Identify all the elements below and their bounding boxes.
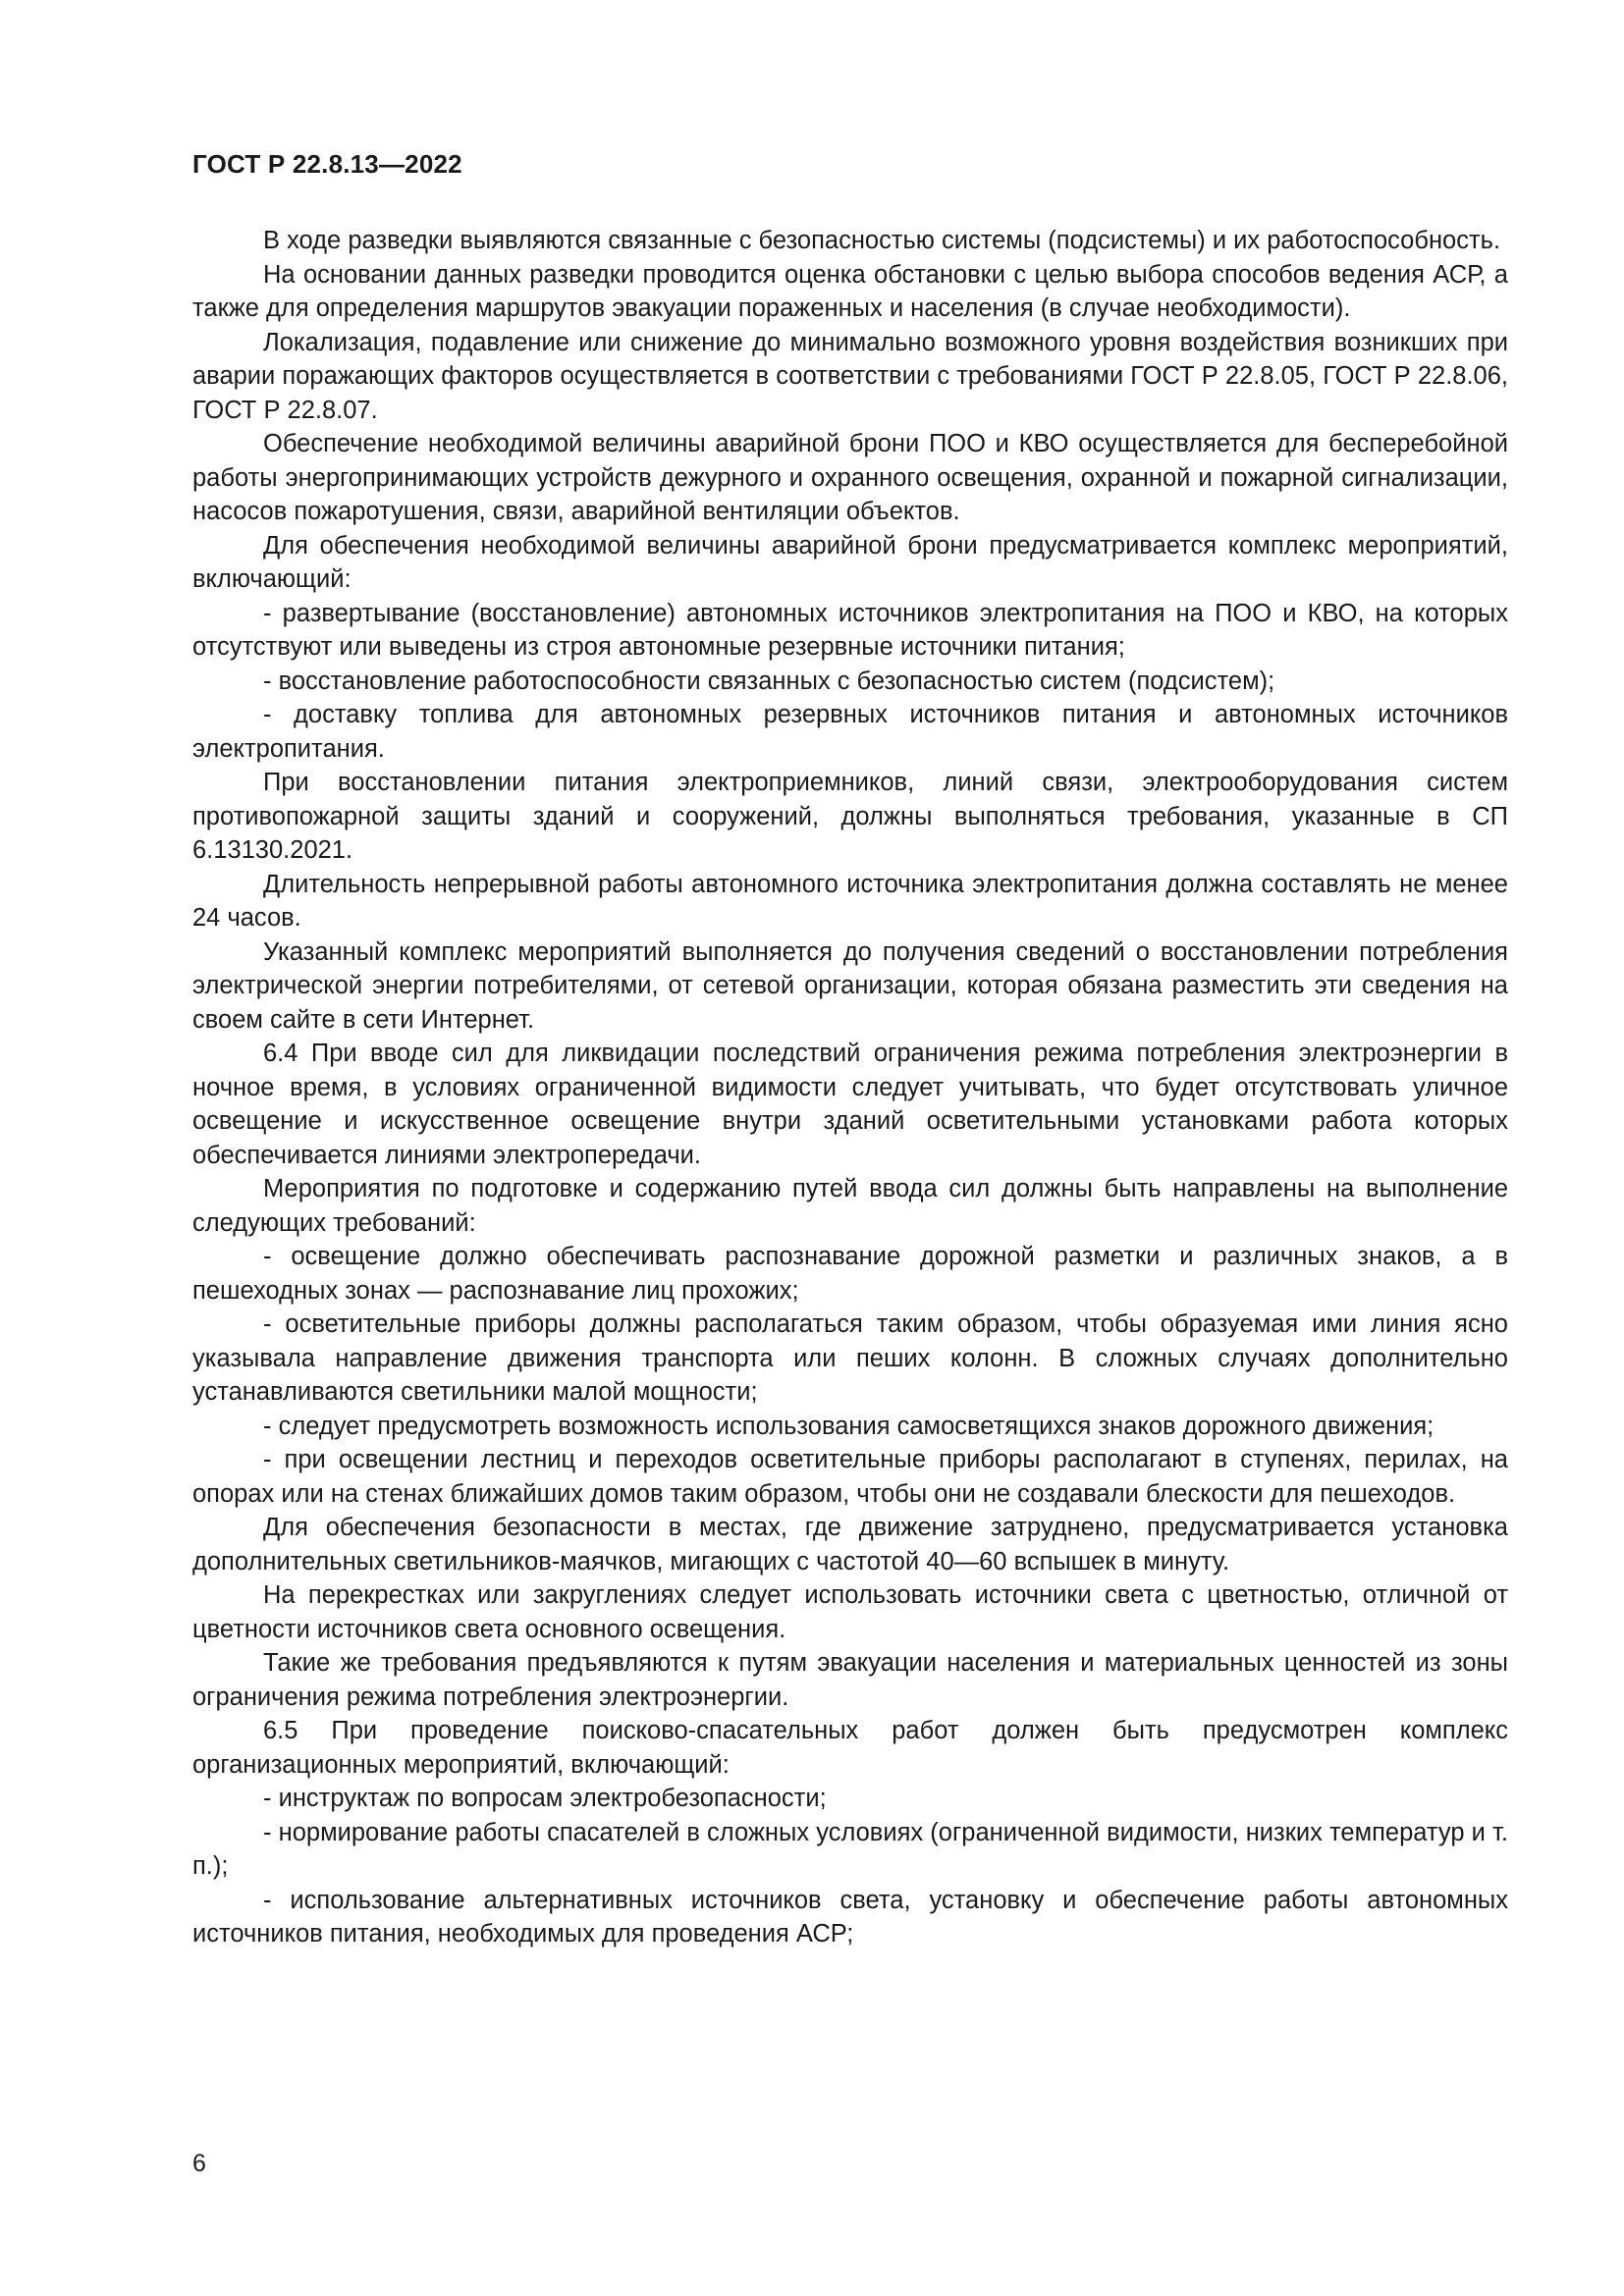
list-item-stairs-lighting: - при освещении лестниц и переходов осветительные приборы располагают в ступенях, перилах, на опорах или на стенах ближайших домов таким образом, чтобы они не создавали блескости для пешеходов. bbox=[192, 1446, 1508, 1508]
list-item-work-rationing: - нормирование работы спасателей в сложных условиях (ограниченной видимости, низких температур и т. п.); bbox=[192, 1818, 1508, 1880]
paragraph-power-restoration-requirements: При восстановлении питания электроприемников, линий связи, электрооборудования систем противопожарной защиты зданий и сооружений, должны выполняться требования, указанные в СП 6.13130.2021. bbox=[192, 769, 1508, 864]
paragraph-6-5-search-rescue: 6.5 При проведение поисково-спасательных работ должен быть предусмотрен комплекс организационных мероприятий, включающий: bbox=[192, 1717, 1508, 1779]
paragraph-reconnaissance-systems: В ходе разведки выявляются связанные с безопасностью системы (подсистемы) и их работоспособность. bbox=[263, 227, 1501, 254]
paragraph-measures-completion: Указанный комплекс мероприятий выполняется до получения сведений о восстановлении потребления электрической энергии потребителями, от сетевой организации, которая обязана разместить эти сведения на своем сайте в сети Интернет. bbox=[192, 937, 1508, 1034]
list-item-lighting-placement: - осветительные приборы должны располагаться таким образом, чтобы образуемая ими линия ясно указывала направление движения транспорта или пеших колонн. В сложных случаях дополнительно устанавливаются светильники малой мощности; bbox=[192, 1310, 1508, 1406]
paragraph-localization-factors: Локализация, подавление или снижение до минимально возможного уровня воздействия возникших при аварии поражающих факторов осуществляется в соответствии с требованиями ГОСТ Р 22.8.05, ГОСТ Р 22.8.06, ГОСТ Р 22.8.07. bbox=[192, 328, 1508, 424]
document-code-header: ГОСТ Р 22.8.13—2022 bbox=[192, 149, 462, 179]
list-item-self-luminous-signs: - следует предусмотреть возможность использования самосветящихся знаков дорожного движения; bbox=[263, 1412, 1435, 1440]
paragraph-autonomous-duration: Длительность непрерывной работы автономного источника электропитания должна составлять не менее 24 часов. bbox=[192, 870, 1508, 932]
paragraph-situation-assessment: На основании данных разведки проводится оценка обстановки с целью выбора способов ведения АСР, а также для определения маршрутов эвакуации пораженных и населения (в случае необходимости). bbox=[192, 260, 1508, 322]
paragraph-route-requirements: Мероприятия по подготовке и содержанию путей ввода сил должны быть направлены на выполнение следующих требований: bbox=[192, 1175, 1508, 1237]
list-item-deploy-power-sources: - развертывание (восстановление) автономных источников электропитания на ПОО и КВО, на которых отсутствуют или выведены из строя автономные резервные источники питания; bbox=[192, 599, 1508, 661]
paragraph-6-4-night-operations: 6.4 При вводе сил для ликвидации последствий ограничения режима потребления электроэнергии в ночное время, в условиях ограниченной видимости следует учитывать, что будет отсутствовать уличное освещение и искусственное освещение внутри зданий осветительными установками работа которых обеспечивается линиями электропередачи. bbox=[192, 1040, 1508, 1169]
paragraph-reserve-measures: Для обеспечения необходимой величины аварийной брони предусматривается комплекс мероприятий, включающий: bbox=[192, 531, 1508, 593]
paragraph-evacuation-routes: Такие же требования предъявляются к путям эвакуации населения и материальных ценностей из зоны ограничения режима потребления электроэнергии. bbox=[192, 1649, 1508, 1711]
paragraph-intersection-lighting: На перекрестках или закруглениях следует использовать источники света с цветностью, отличной от цветности источников света основного освещения. bbox=[192, 1581, 1508, 1643]
list-item-restore-systems: - восстановление работоспособности связанных с безопасностью систем (подсистем); bbox=[263, 667, 1275, 695]
paragraph-beacon-lights: Для обеспечения безопасности в местах, где движение затруднено, предусматривается установка дополнительных светильников-маячков, мигающих с частотой 40—60 вспышек в минуту. bbox=[192, 1514, 1508, 1575]
list-item-safety-briefing: - инструктаж по вопросам электробезопасности; bbox=[263, 1785, 827, 1812]
list-item-lighting-recognition: - освещение должно обеспечивать распознавание дорожной разметки и различных знаков, а в пешеходных зонах — распознавание лиц прохожих; bbox=[192, 1243, 1508, 1305]
page-number: 6 bbox=[192, 2150, 206, 2177]
document-body bbox=[192, 224, 1508, 1951]
paragraph-emergency-reserve: Обеспечение необходимой величины аварийной брони ПОО и КВО осуществляется для бесперебойной работы энергопринимающих устройств дежурного и охранного освещения, охранной и пожарной сигнализации, насосов пожаротушения, связи, аварийной вентиляции объектов. bbox=[192, 430, 1508, 525]
list-item-alternative-light: - использование альтернативных источников света, установку и обеспечение работы автономных источников питания, необходимых для проведения АСР; bbox=[192, 1886, 1508, 1948]
list-item-fuel-delivery: - доставку топлива для автономных резервных источников питания и автономных источников электропитания. bbox=[192, 701, 1508, 763]
